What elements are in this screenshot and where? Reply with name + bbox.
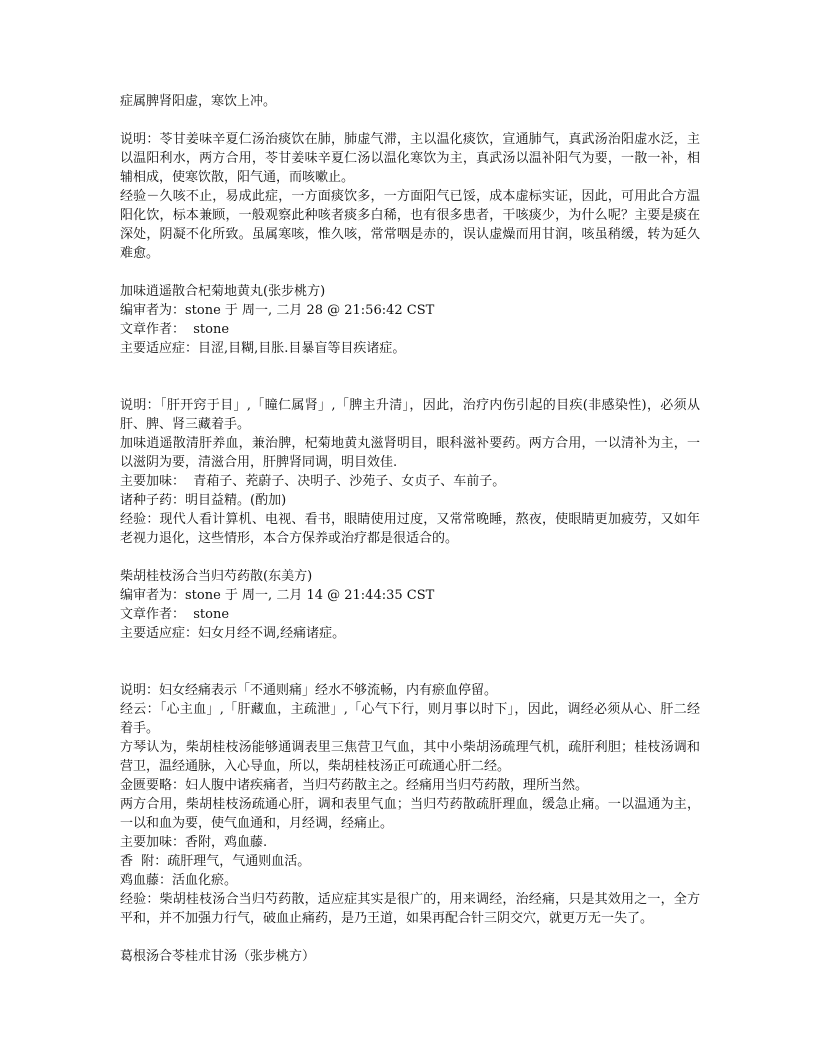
article-paragraph: 鸡血藤：活血化瘀。 bbox=[120, 873, 238, 888]
article-title: 柴胡桂枝汤合当归芍药散(东美方) bbox=[120, 569, 313, 584]
article-paragraph: 主要加味： 青葙子、茺蔚子、决明子、沙苑子、女贞子、车前子。 bbox=[120, 474, 506, 489]
article-title: 加味逍遥散合杞菊地黄丸(张步桃方) bbox=[120, 284, 326, 299]
article-paragraph: 经验：柴胡桂枝汤合当归芍药散，适应症其实是很广的，用来调经，治经痛，只是其效用之一，全方平和，并不加强力行气，破血止痛药，是乃王道，如果再配合针三阴交穴，就更万无一失了。 bbox=[120, 892, 700, 926]
article-paragraph: 金匮要略：妇人腹中诸疾痛者，当归芍药散主之。经痛用当归芍药散，理所当然。 bbox=[120, 778, 589, 793]
article-indication: 主要适应症：目涩,目糊,目胀.目暴盲等目疾诸症。 bbox=[120, 341, 406, 356]
document-page bbox=[120, 92, 700, 966]
article-paragraph: 两方合用，柴胡桂枝汤疏通心肝，调和表里气血；当归芍药散疏肝理血，缓急止痛。一以温通为主，一以和血为要，使气血通和，月经调，经痛止。 bbox=[120, 797, 700, 831]
intro-line: 症属脾肾阳虚，寒饮上冲。 bbox=[120, 94, 277, 109]
article-indication: 主要适应症：妇女月经不调,经痛诸症。 bbox=[120, 626, 346, 641]
article-paragraph: 说明：「肝开窍于目」,「瞳仁属肾」,「脾主升清」，因此，治疗内伤引起的目疾(非感染性)，必须从肝、脾、肾三藏着手。 bbox=[120, 398, 700, 432]
article-paragraph: 加味逍遥散清肝养血，兼治脾，杞菊地黄丸滋肾明目，眼科滋补要药。两方合用，一以清补为主，一以滋阴为要，清滋合用，肝脾肾同调，明目效佳. bbox=[120, 436, 700, 470]
article-paragraph: 诸种子药：明目益精。(酌加) bbox=[120, 493, 287, 508]
article-paragraph: 经验：现代人看计算机、电视、看书，眼睛使用过度，又常常晚睡，熬夜，使眼睛更加疲劳，又如年老视力退化，这些情形，本合方保养或治疗都是很适合的。 bbox=[120, 512, 700, 546]
article-paragraph: 方琴认为，柴胡桂枝汤能够通调表里三焦营卫气血，其中小柴胡汤疏理气机，疏肝利胆；桂枝汤调和营卫，温经通脉，入心导血，所以，柴胡桂枝汤正可疏通心肝二经。 bbox=[120, 740, 700, 774]
article-author: 文章作者： stone bbox=[120, 322, 230, 337]
article-author: 文章作者： stone bbox=[120, 607, 230, 622]
intro-experience: 经验－久咳不止，易成此症，一方面痰饮多，一方面阳气已馁，成本虚标实证，因此，可用此合方温阳化饮，标本兼顾，一般观察此种咳者痰多白稀，也有很多患者，干咳痰少，为什么呢？主要是痰在深处，阴凝不化所致。虽属寒咳，惟久咳，常常咽是赤的，误认虚燥而用甘润，咳虽稍缓，转为延久难愈。 bbox=[120, 189, 700, 261]
article-reviewer: 编审者为：stone 于 周一, 二月 14 @ 21:44:35 CST bbox=[120, 588, 435, 603]
article-paragraph: 经云：「心主血」,「肝藏血，主疏泄」,「心气下行，则月事以时下」，因此，调经必须从心、肝二经着手。 bbox=[120, 702, 700, 736]
article-paragraph: 香 附：疏肝理气，气通则血活。 bbox=[120, 854, 311, 869]
article-title: 葛根汤合苓桂朮甘汤（张步桃方） bbox=[120, 949, 316, 964]
article-reviewer: 编审者为：stone 于 周一, 二月 28 @ 21:56:42 CST bbox=[120, 303, 435, 318]
article-paragraph: 主要加味：香附，鸡血藤. bbox=[120, 835, 268, 850]
intro-note: 说明：苓甘姜味辛夏仁汤治痰饮在肺，肺虚气滞，主以温化痰饮，宣通肺气，真武汤治阳虚水泛，主以温阳利水，两方合用，苓甘姜味辛夏仁汤以温化寒饮为主，真武汤以温补阳气为要，一散一补，相辅相成，使寒饮散，阳气通，而咳嗽止。 bbox=[120, 132, 700, 185]
article-paragraph: 说明：妇女经痛表示「不通则痛」经水不够流畅，内有瘀血停留。 bbox=[120, 683, 498, 698]
